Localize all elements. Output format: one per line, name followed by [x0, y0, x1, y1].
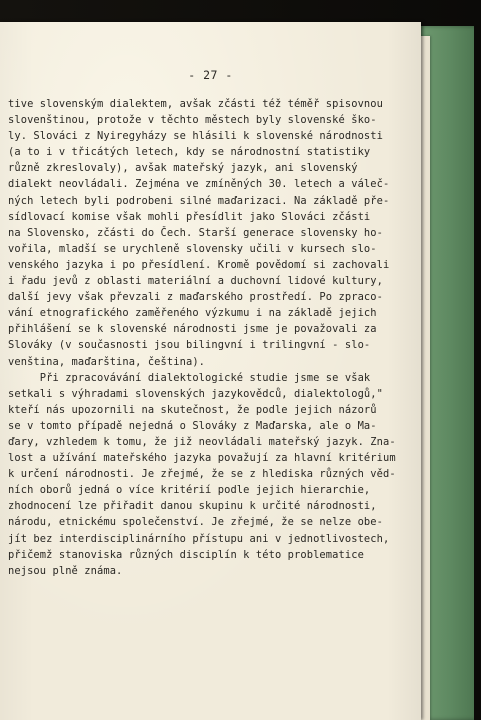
- text-line: se v tomto případě nejedná o Slováky z Maďarska, ale o Ma-: [8, 419, 377, 432]
- text-line: Slováky (v současnosti jsou bilingvní i trilingvní - slo-: [8, 339, 371, 352]
- text-line: další jevy však převzali z maďarského prostředí. Po zpraco-: [8, 291, 383, 304]
- text-line: různě zkreslovaly), avšak mateřský jazyk, ani slovenský: [8, 162, 358, 175]
- text-line: (a to i v třicátých letech, kdy se národnostní statistiky: [8, 146, 371, 159]
- text-line: ďary, vzhledem k tomu, že již neovládali mateřský jazyk. Zna-: [8, 435, 396, 448]
- text-line: ných letech byli podrobeni silné maďarizaci. Na základě pře-: [8, 194, 390, 207]
- text-line: vořila, mladší se urychleně slovensky učili v kursech slo-: [8, 242, 377, 255]
- text-line: jít bez interdisciplinárního přístupu ani v jednotlivostech,: [8, 532, 390, 545]
- paragraph-2: [8, 370, 413, 579]
- text-line: setkali s výhradami slovenských jazykovědců, dialektologů,": [8, 387, 383, 400]
- text-line: tive slovenským dialektem, avšak zčásti též téměř spisovnou: [8, 98, 383, 110]
- body-text: [8, 96, 413, 579]
- text-line: dialekt neovládali. Zejména ve zmíněných 30. letech a váleč-: [8, 178, 390, 191]
- text-line: sídlovací komise však mohli přesídlit jako Slováci zčásti: [8, 210, 371, 223]
- text-line: k určení národnosti. Je zřejmé, že se z hlediska různých věd-: [8, 468, 396, 481]
- text-line: zhodnocení lze přiřadit danou skupinu k určité národnosti,: [8, 500, 377, 513]
- text-line: Při zpracovávání dialektologické studie jsme se však: [8, 371, 371, 384]
- paragraph-1: [8, 96, 413, 370]
- text-line: kteří nás upozornili na skutečnost, že podle jejich názorů: [8, 403, 377, 416]
- text-line: na Slovensko, zčásti do Čech. Starší generace slovensky ho-: [8, 226, 383, 239]
- text-line: ly. Slováci z Nyiregyházy se hlásili k slovenské národnosti: [8, 130, 383, 143]
- text-line: i řadu jevů z oblasti materiální a duchovní lidové kultury,: [8, 275, 383, 288]
- text-line: vání etnografického zaměřeného výzkumu i na základě jejich: [8, 307, 377, 320]
- text-line: přihlášení se k slovenské národnosti jsme je považovali za: [8, 323, 377, 336]
- text-line: slovenštinou, protože v těchto městech byly slovenské ško-: [8, 114, 377, 127]
- text-line: ních oborů jedná o více kritérií podle jejich hierarchie,: [8, 484, 371, 497]
- text-line: venského jazyka i po přesídlení. Kromě povědomí si zachovali: [8, 258, 390, 271]
- text-line: venština, maďarština, čeština).: [8, 355, 206, 368]
- page-number: - 27 -: [188, 68, 233, 82]
- text-line: národu, etnickému společenství. Je zřejmé, že se nelze obe-: [8, 516, 383, 529]
- text-line: přičemž stanoviska různých disciplín k této problematice: [8, 548, 364, 561]
- text-line: nejsou plně známa.: [8, 564, 123, 577]
- text-line: lost a užívání mateřského jazyka považují za hlavní kritérium: [8, 452, 396, 465]
